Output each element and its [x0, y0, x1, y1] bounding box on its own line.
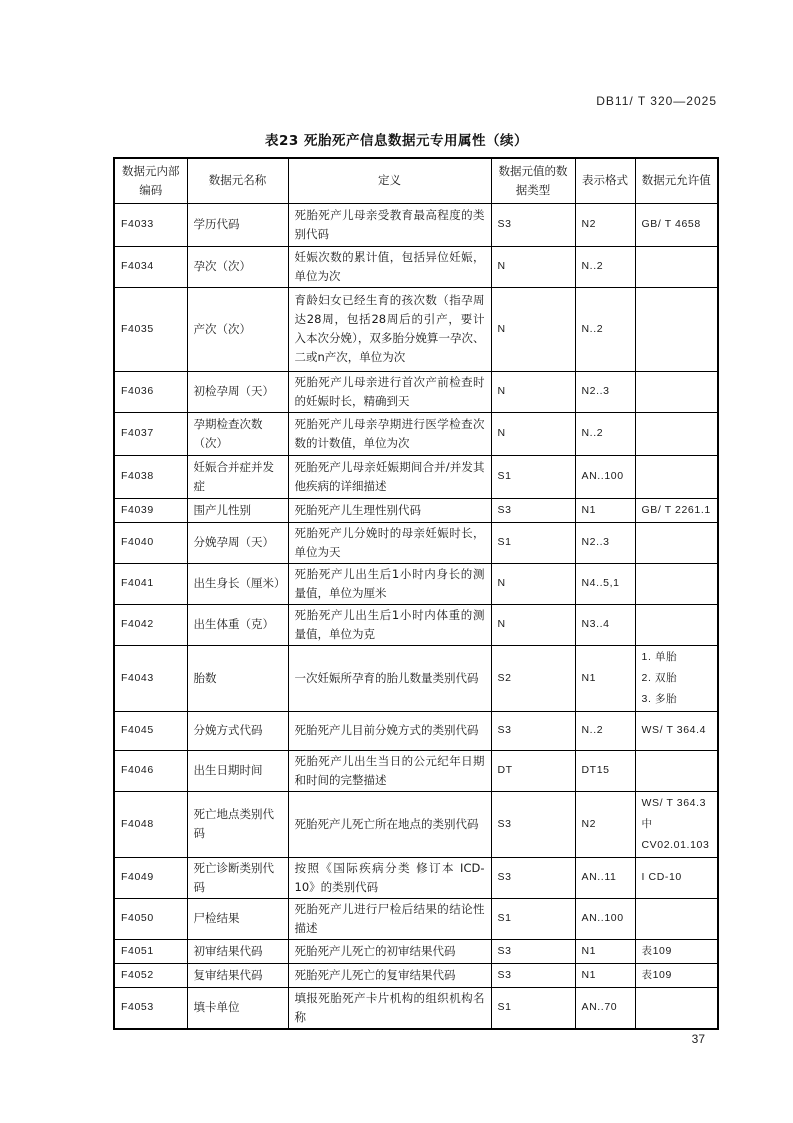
table-row [114, 963, 718, 987]
table-title: 表23 死胎死产信息数据元专用属性（续） [265, 133, 528, 149]
allowed-values [635, 645, 718, 711]
allowed-values [635, 287, 718, 371]
allowed-values [635, 750, 718, 791]
allowed-value: GB/ T 4658 [641, 218, 701, 230]
data-element-definition: 死胎死产儿目前分娩方式的类别代码 [288, 711, 491, 750]
allowed-value: 3. 多胎 [641, 692, 678, 705]
representation-format: DT15 [575, 750, 635, 791]
data-element-definition: 死胎死产儿母亲孕期进行医学检查次数的计数值，单位为次 [288, 412, 491, 455]
table-row [114, 455, 718, 498]
table-row [114, 412, 718, 455]
allowed-values [635, 939, 718, 963]
data-element-definition: 死胎死产儿死亡的复审结果代码 [288, 963, 491, 987]
representation-format: N2 [575, 791, 635, 857]
allowed-value: 表109 [641, 944, 672, 957]
column-header: 表示格式 [575, 158, 635, 203]
data-element-definition: 一次妊娠所孕育的胎儿数量类别代码 [288, 645, 491, 711]
representation-format: AN..11 [575, 857, 635, 898]
data-element-name: 出生体重（克） [187, 604, 288, 645]
data-element-name: 产次（次） [187, 287, 288, 371]
data-element-code: F4049 [114, 857, 187, 898]
table-header-row [114, 158, 718, 203]
data-element-code: F4052 [114, 963, 187, 987]
table-row [114, 750, 718, 791]
table-row [114, 987, 718, 1029]
data-element-name: 出生日期时间 [187, 750, 288, 791]
table-body [114, 203, 718, 1029]
column-header: 数据元内部编码 [114, 158, 187, 203]
data-element-code: F4034 [114, 246, 187, 287]
representation-format: N2..3 [575, 371, 635, 412]
table-row [114, 522, 718, 563]
table-row [114, 857, 718, 898]
data-element-name: 孕期检查次数（次） [187, 412, 288, 455]
table-row [114, 939, 718, 963]
data-element-name: 初审结果代码 [187, 939, 288, 963]
table-row [114, 371, 718, 412]
data-element-code: F4053 [114, 987, 187, 1029]
data-element-definition: 死胎死产儿生理性别代码 [288, 498, 491, 522]
data-element-definition: 死胎死产儿出生后1小时内体重的测量值，单位为克 [288, 604, 491, 645]
data-element-definition: 死胎死产儿进行尸检后结果的结论性描述 [288, 898, 491, 939]
allowed-values [635, 898, 718, 939]
data-type: S1 [491, 455, 575, 498]
column-header: 数据元值的数据类型 [491, 158, 575, 203]
representation-format: N2..3 [575, 522, 635, 563]
data-type: S1 [491, 522, 575, 563]
column-header: 数据元名称 [187, 158, 288, 203]
allowed-values [635, 604, 718, 645]
data-type: N [491, 246, 575, 287]
allowed-values [635, 246, 718, 287]
data-element-name: 妊娠合并症并发症 [187, 455, 288, 498]
data-element-code: F4035 [114, 287, 187, 371]
allowed-values [635, 498, 718, 522]
representation-format: N1 [575, 498, 635, 522]
data-element-code: F4038 [114, 455, 187, 498]
data-element-code: F4042 [114, 604, 187, 645]
data-element-definition: 死胎死产儿死亡的初审结果代码 [288, 939, 491, 963]
data-element-code: F4039 [114, 498, 187, 522]
attribute-table [113, 157, 719, 1030]
data-element-definition: 死胎死产儿出生当日的公元纪年日期和时间的完整描述 [288, 750, 491, 791]
data-type: S2 [491, 645, 575, 711]
representation-format: N3..4 [575, 604, 635, 645]
table-row [114, 246, 718, 287]
table-row [114, 711, 718, 750]
data-element-name: 死亡诊断类别代码 [187, 857, 288, 898]
data-element-code: F4050 [114, 898, 187, 939]
representation-format: N1 [575, 939, 635, 963]
data-type: S3 [491, 791, 575, 857]
data-element-code: F4043 [114, 645, 187, 711]
representation-format: N..2 [575, 412, 635, 455]
page-number: 37 [691, 1032, 705, 1046]
table-row [114, 791, 718, 857]
document-code: DB11/ T 320—2025 [596, 94, 717, 108]
data-element-name: 分娩方式代码 [187, 711, 288, 750]
data-type: N [491, 371, 575, 412]
data-type: S1 [491, 987, 575, 1029]
data-element-code: F4051 [114, 939, 187, 963]
allowed-values [635, 412, 718, 455]
allowed-value: 1. 单胎 [641, 650, 678, 663]
allowed-value: CV02.01.103 [641, 838, 710, 851]
representation-format: N4..5,1 [575, 563, 635, 604]
allowed-values [635, 455, 718, 498]
representation-format: N..2 [575, 711, 635, 750]
data-element-code: F4040 [114, 522, 187, 563]
data-type: S3 [491, 711, 575, 750]
data-element-definition: 死胎死产儿分娩时的母亲妊娠时长，单位为天 [288, 522, 491, 563]
data-element-name: 复审结果代码 [187, 963, 288, 987]
representation-format: AN..100 [575, 898, 635, 939]
data-element-name: 出生身长（厘米） [187, 563, 288, 604]
data-element-definition: 死胎死产儿母亲进行首次产前检查时的妊娠时长，精确到天 [288, 371, 491, 412]
table-row [114, 287, 718, 371]
representation-format: N2 [575, 203, 635, 246]
data-element-name: 初检孕周（天） [187, 371, 288, 412]
data-element-code: F4045 [114, 711, 187, 750]
allowed-values [635, 791, 718, 857]
allowed-values [635, 563, 718, 604]
allowed-values [635, 522, 718, 563]
data-element-code: F4048 [114, 791, 187, 857]
allowed-value: 表109 [641, 968, 672, 981]
representation-format: N..2 [575, 246, 635, 287]
allowed-value: GB/ T 2261.1 [641, 503, 711, 516]
data-element-name: 学历代码 [187, 203, 288, 246]
data-element-name: 胎数 [187, 645, 288, 711]
data-element-definition: 死胎死产儿母亲受教育最高程度的类别代码 [288, 203, 491, 246]
data-element-code: F4041 [114, 563, 187, 604]
table-row [114, 604, 718, 645]
data-element-definition: 育龄妇女已经生育的孩次数（指孕周达28周，包括28周后的引产，要计入本次分娩），双多胎分娩算一孕次、二或n产次，单位为次 [288, 287, 491, 371]
table-row [114, 563, 718, 604]
data-element-definition: 死胎死产儿母亲妊娠期间合并/并发其他疾病的详细描述 [288, 455, 491, 498]
data-type: N [491, 287, 575, 371]
data-element-code: F4033 [114, 203, 187, 246]
data-type: N [491, 563, 575, 604]
data-element-definition: 死胎死产儿出生后1小时内身长的测量值，单位为厘米 [288, 563, 491, 604]
allowed-value: I CD-10 [641, 871, 682, 883]
table-row [114, 498, 718, 522]
allowed-value: WS/ T 364.3 中 [641, 796, 707, 830]
data-type: S3 [491, 498, 575, 522]
column-header: 数据元允许值 [635, 158, 718, 203]
data-type: S3 [491, 963, 575, 987]
data-element-name: 分娩孕周（天） [187, 522, 288, 563]
table-row [114, 898, 718, 939]
allowed-value: 2. 双胎 [641, 671, 678, 684]
data-type: N [491, 412, 575, 455]
representation-format: N1 [575, 963, 635, 987]
data-element-definition: 妊娠次数的累计值，包括异位妊娠，单位为次 [288, 246, 491, 287]
data-type: N [491, 604, 575, 645]
allowed-values [635, 857, 718, 898]
allowed-value: WS/ T 364.4 [641, 724, 707, 736]
data-type: S3 [491, 939, 575, 963]
representation-format: AN..70 [575, 987, 635, 1029]
data-element-definition: 死胎死产儿死亡所在地点的类别代码 [288, 791, 491, 857]
data-element-name: 孕次（次） [187, 246, 288, 287]
data-element-definition: 填报死胎死产卡片机构的组织机构名称 [288, 987, 491, 1029]
data-element-code: F4046 [114, 750, 187, 791]
column-header: 定义 [288, 158, 491, 203]
representation-format: N1 [575, 645, 635, 711]
allowed-values [635, 371, 718, 412]
data-element-definition: 按照《国际疾病分类 修订本 ICD-10》的类别代码 [288, 857, 491, 898]
table-row [114, 203, 718, 246]
representation-format: AN..100 [575, 455, 635, 498]
data-element-name: 围产儿性别 [187, 498, 288, 522]
allowed-values [635, 963, 718, 987]
allowed-values [635, 203, 718, 246]
data-element-name: 填卡单位 [187, 987, 288, 1029]
allowed-values [635, 987, 718, 1029]
data-element-code: F4037 [114, 412, 187, 455]
data-type: S1 [491, 898, 575, 939]
table-row [114, 645, 718, 711]
data-element-name: 尸检结果 [187, 898, 288, 939]
data-type: S3 [491, 857, 575, 898]
representation-format: N..2 [575, 287, 635, 371]
data-type: DT [491, 750, 575, 791]
data-element-code: F4036 [114, 371, 187, 412]
data-type: S3 [491, 203, 575, 246]
data-element-name: 死亡地点类别代码 [187, 791, 288, 857]
allowed-values [635, 711, 718, 750]
